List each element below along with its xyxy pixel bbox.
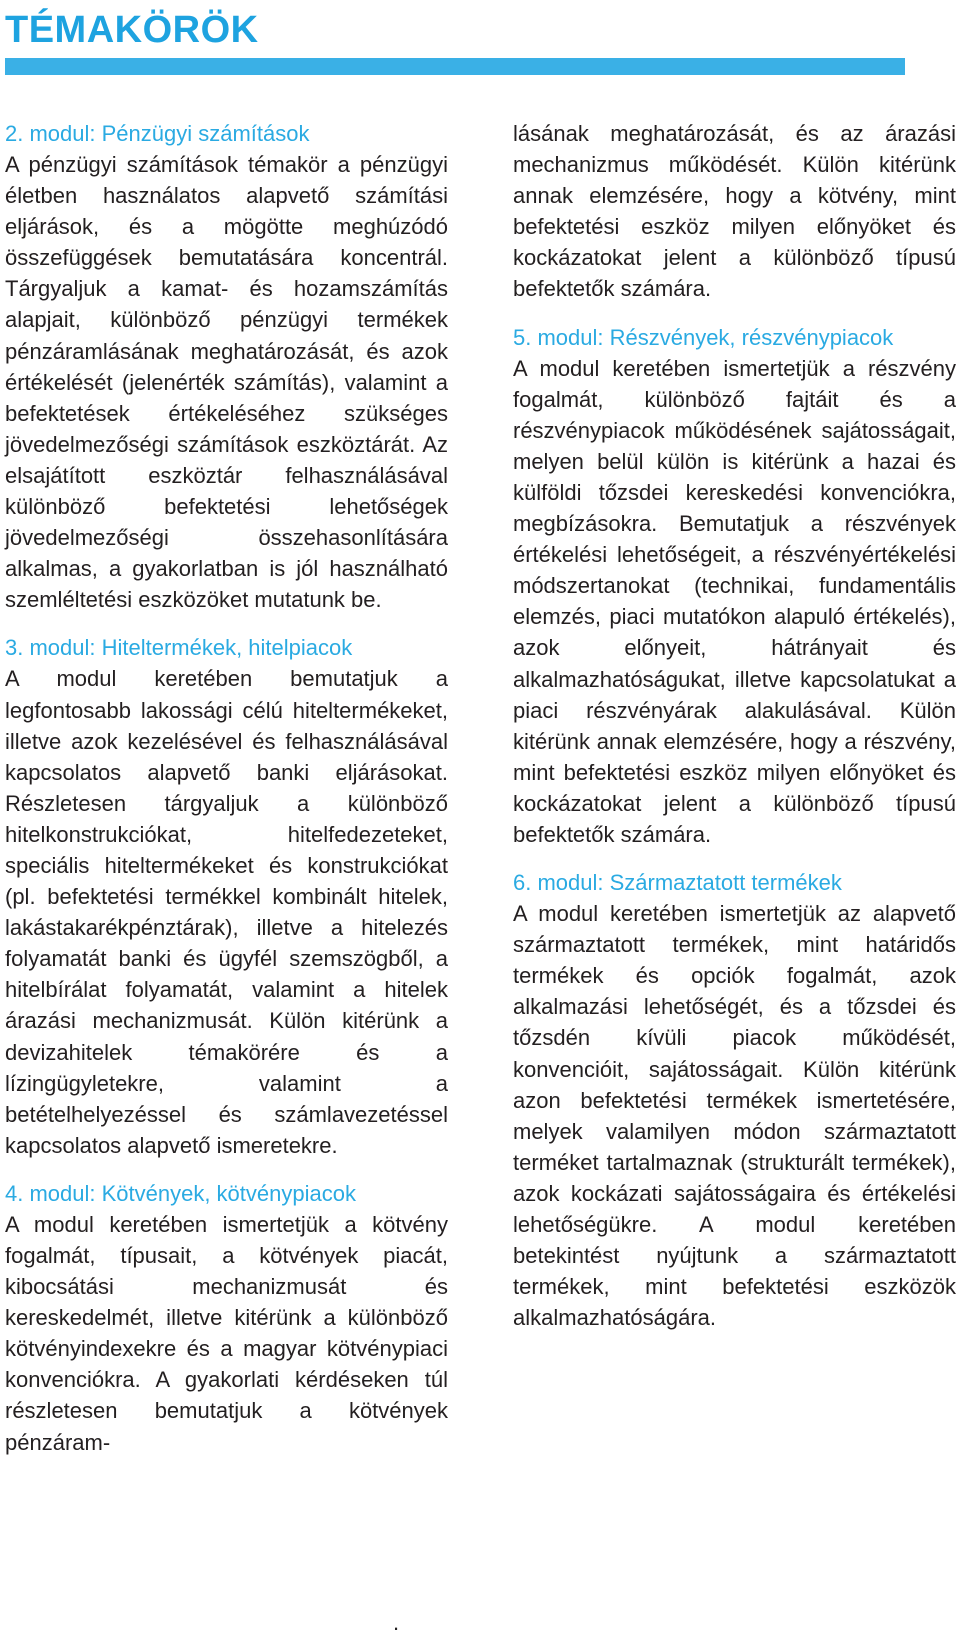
title-rule	[5, 58, 905, 75]
module-5-body: A modul keretében ismertetjük a részvény fogalmát, különböző fajtáit és a részvénypiacok működésének sajátosságait, melyen belül külön is kitérünk a hazai és külföldi tőzsdei kereskedési konvenciókra, megbízásokra. Bemutatjuk a részvények értékelési lehetőségeit, a részvényértékelési módszertanokat (technikai, fundamentális elemzés, piaci mutatókon alapuló értékelés), azok előnyeit, hátrányait és alkalmazhatóságukat, illetve kapcsolatukat a piaci részvényárak alakulásával. Külön kitérünk annak elemzésére, hogy a részvény, mint befektetési eszköz milyen előnyöket és kockázatokat jelent a különböző típusú befektetők számára.	[513, 355, 956, 847]
module-5-title: 5. modul: Részvények, részvénypiacok	[513, 324, 894, 350]
right-column	[513, 118, 956, 1350]
module-6-body: A modul keretében ismertetjük az alapvető származtatott termékek, mint határidős termékek és opciók fogalmát, azok alkalmazási lehetőségét, és a tőzsdei és tőzsdén kívüli piacok működését, konvencióit, sajátosságait. Külön kitérünk azon befektetési termékek ismertetésére, melyek valamilyen módon származtatott terméket tartalmaznak (strukturált termékek), azok kockázati sajátosságaira és értékelési lehetőségükre. A modul keretében betekintést nyújtunk a származtatott termékek, mint befektetési eszközök alkalmazhatóságára.	[513, 901, 956, 1331]
module-4	[5, 1178, 448, 1458]
module-4-body: A modul keretében ismertetjük a kötvény fogalmát, típusait, a kötvények piacát, kibocsátási mechanizmusát és kereskedelmét, illetve kitérünk a különböző kötvényindexekre és a magyar kötvénypiaci konvenciókra. A gyakorlati kérdéseken túl részletesen bemutatjuk a kötvények pénzáram-	[5, 1211, 448, 1455]
module-2-body: A pénzügyi számítások témakör a pénzügyi életben használatos alapvető számítási eljárások, és a mögötte meghúzódó összefüggések bemutatására koncentrál. Tárgyaljuk a kamat- és hozamszámítás alapjait, különböző pénzügyi termékek pénzáramlásának meghatározását, és azok értékelését (jelenérték számítás), valamint a befektetések értékeléséhez szükséges jövedelmezőségi számítások eszköztárát. Az elsajátított eszköztár felhasználásával különböző befektetési lehetőségek jövedelmezőségi összehasonlítására alkalmas, a gyakorlatban is jól használható szemléltetési eszközöket mutatunk be.	[5, 152, 448, 613]
module-4-body-continuation: lásának meghatározását, és az árazási mechanizmus működését. Külön kitérünk annak elemzésére, hogy a kötvény, mint befektetési eszköz milyen előnyöket és kockázatokat jelent a különböző típusú befektetők számára.	[513, 121, 956, 302]
module-6	[513, 867, 956, 1333]
module-3	[5, 632, 448, 1161]
left-column	[5, 118, 448, 1475]
module-4-title: 4. modul: Kötvények, kötvénypiacok	[5, 1180, 356, 1206]
module-3-title: 3. modul: Hiteltermékek, hitelpiacok	[5, 635, 353, 661]
page-footer-mark: .	[393, 1610, 400, 1635]
module-6-title: 6. modul: Származtatott termékek	[513, 870, 842, 896]
module-2	[5, 118, 448, 615]
module-2-title: 2. modul: Pénzügyi számítások	[5, 121, 310, 146]
page-title: TÉMAKÖRÖK	[5, 9, 259, 51]
module-5	[513, 322, 956, 851]
module-3-body: A modul keretében bemutatjuk a legfontosabb lakossági célú hiteltermékeket, illetve azok kezelésével és felhasználásával kapcsolatos alapvető banki eljárásokat. Részletesen tárgyaljuk a különböző hitelkonstrukciókat, hitelfedezeteket, speciális hiteltermékeket és konstrukciókat (pl. befektetési termékkel kombinált hitelek, lakástakarékpénztárak), illetve a hitelezés folyamatát banki és ügyfél szemszögből, a hitelbírálat folyamatát, valamint a hitelek árazási mechanizmusát. Külön kitérünk a devizahitelek témakörére és a lízingügyletekre, valamint a betételhelyezéssel és számlavezetéssel kapcsolatos alapvető ismeretekre.	[5, 666, 448, 1158]
